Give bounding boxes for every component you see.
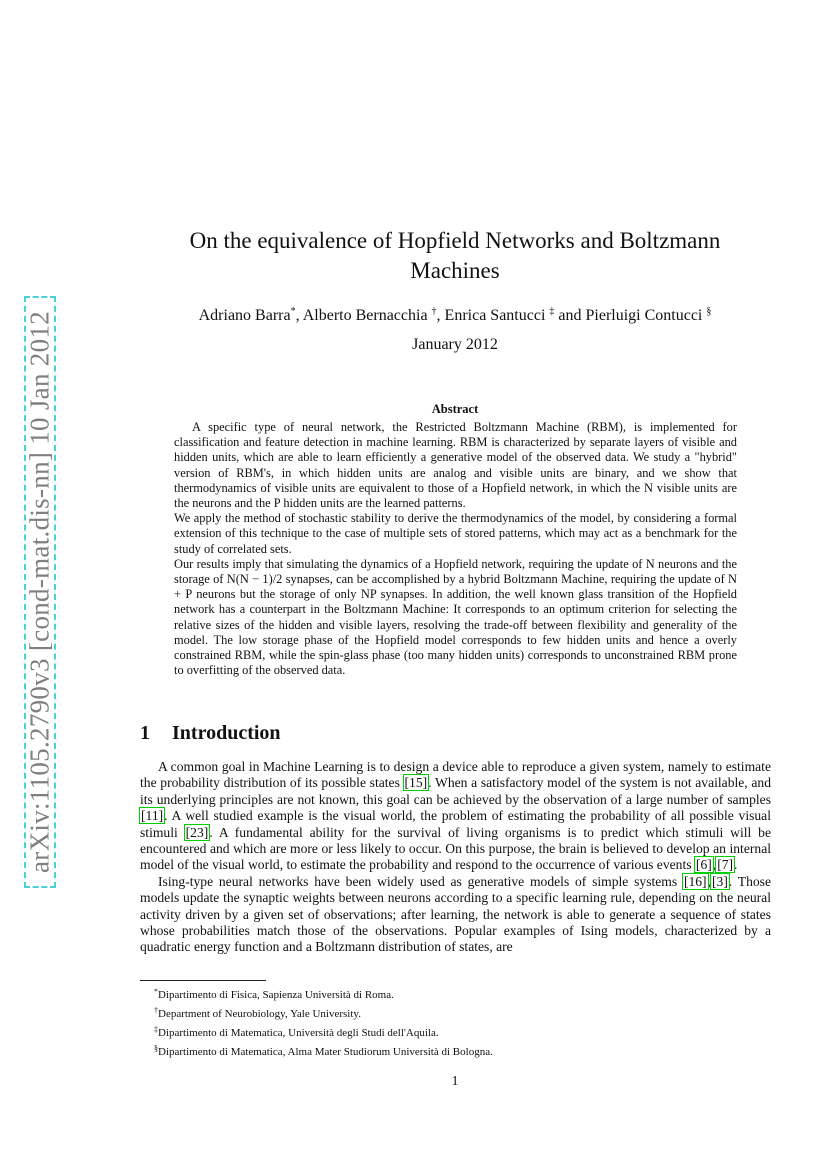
- author-conjunction: and: [558, 307, 582, 324]
- title-line-2: Machines: [410, 258, 500, 283]
- paper-title: [160, 226, 750, 286]
- title-line-1: On the equivalence of Hopfield Networks and Boltzmann: [189, 228, 721, 253]
- footnote-mark: ‡: [154, 1025, 158, 1034]
- author-mark: *: [290, 306, 296, 317]
- publication-date: January 2012: [412, 336, 498, 353]
- citation-link[interactable]: [7]: [717, 857, 734, 873]
- text-run: . When a satisfactory model of the system is not available, and its underlying principles are not known, this goal can be achieved by the observation of a large number of samples: [140, 775, 771, 807]
- citation-link[interactable]: [16]: [683, 873, 707, 889]
- body-paragraph: [140, 874, 771, 956]
- text-run: ,: [707, 873, 711, 889]
- section-title: Introduction: [172, 722, 281, 744]
- author-name: Pierluigi Contucci: [585, 307, 703, 324]
- citation-link[interactable]: [3]: [712, 873, 728, 889]
- author-list: [160, 302, 750, 326]
- text-run: Ising-type neural networks have been widely used as generative models of simple systems: [158, 873, 683, 889]
- abstract-heading: Abstract: [431, 402, 479, 416]
- text-run: . A well studied example is the visual world, the problem of estimating the probability of all possible visual stimuli: [140, 808, 771, 840]
- arxiv-stamp: [24, 296, 56, 888]
- footnote-mark: §: [154, 1044, 158, 1053]
- footnote-mark: †: [154, 1006, 158, 1015]
- author-name: Adriano Barra: [198, 307, 291, 324]
- footnote: [154, 1022, 764, 1041]
- footnote-mark: *: [154, 987, 158, 996]
- author-mark: †: [431, 306, 437, 317]
- abstract-paragraph: Our results imply that simulating the dynamics of a Hopfield network, requiring the update of N neurons and the storage of N(N − 1)/2 synapses, can be accomplished by a hybrid Boltzmann Machine, requiring the update of N + P neurons but the storage of only NP synapses. In addition, the well known glass transition of the Hopfield network has a counterpart in the Boltzmann Machine: It corresponds to an optimum criterion for selecting the relative sizes of the hidden and visible layers, resolving the trade-off between flexibility and generality of the model. The low storage phase of the Hopfield model corresponds to few hidden units and hence a overly constrained RBM, while the spin-glass phase (too many hidden units) corresponds to unconstrained RBM prone to overfitting of the observed data.: [174, 556, 737, 678]
- footnote-text: Dipartimento di Matematica, Università degli Studi dell'Aquila.: [158, 1027, 439, 1039]
- section-number: 1: [140, 722, 150, 744]
- footnote: [154, 1003, 764, 1022]
- text-run: .: [734, 857, 738, 873]
- arxiv-identifier: arXiv:1105.2790v3 [cond-mat.dis-nn] 10 Jan 2012: [24, 310, 55, 874]
- citation-link[interactable]: [6]: [695, 857, 712, 873]
- page-number: 1: [451, 1073, 459, 1088]
- citation-link[interactable]: [23]: [185, 824, 209, 840]
- citation-link[interactable]: [15]: [404, 775, 428, 791]
- author-separator: ,: [295, 307, 300, 324]
- author-name: Enrica Santucci: [444, 307, 546, 324]
- text-run: . Those models update the synaptic weights between neurons according to a specific learning rule, depending on the neural activity driven by a given set of observations; after learning, the network is able to generate a sequence of states whose probabilities match those of the observations. Popular examples of Ising models, characterized by a quadratic energy function and a Boltzmann distribution of states, are: [140, 873, 771, 955]
- footnote: [154, 1041, 764, 1060]
- abstract-paragraph: A specific type of neural network, the Restricted Boltzmann Machine (RBM), is implemented for classification and feature detection in machine learning. RBM is characterized by separate layers of visible and hidden units, which are able to learn efficiently a generative model of the observed data. We study a "hybrid" version of RBM's, in which hidden units are analog and visible units are binary, and we show that thermodynamics of visible units are equivalent to those of a Hopfield network, in which the N visible units are the neurons and the P hidden units are the learned patterns.: [174, 420, 737, 511]
- footnote: [154, 984, 764, 1003]
- abstract-body: [174, 420, 737, 678]
- author-name: Alberto Bernacchia: [302, 307, 428, 324]
- footnote-text: Dipartimento di Matematica, Alma Mater Studiorum Università di Bologna.: [158, 1046, 493, 1058]
- author-mark: §: [706, 306, 712, 317]
- introduction-text: [140, 759, 771, 956]
- footnote-text: Department of Neurobiology, Yale University.: [158, 1008, 361, 1020]
- body-paragraph: [140, 759, 771, 874]
- author-separator: ,: [436, 307, 441, 324]
- section-heading: [140, 722, 281, 745]
- citation-link[interactable]: [11]: [141, 808, 164, 824]
- text-run: ,: [712, 857, 717, 873]
- author-mark: ‡: [549, 306, 555, 317]
- text-run: . A fundamental ability for the survival of living organisms is to predict which stimuli will be encountered and which are more or less likely to occur. On this purpose, the brain is believed to develop an internal model of the visual world, to estimate the probability and respond to the occurrence of various events: [140, 824, 771, 873]
- footnote-text: Dipartimento di Fisica, Sapienza Università di Roma.: [158, 989, 394, 1001]
- text-run: A common goal in Machine Learning is to design a device able to reproduce a given system, namely to estimate the probability distribution of its possible states: [140, 759, 771, 791]
- footnotes: [154, 984, 764, 1060]
- footnote-divider: [140, 980, 266, 981]
- abstract-paragraph: We apply the method of stochastic stability to derive the thermodynamics of the model, by considering a formal extension of this technique to the case of multiple sets of stored patterns, which may act as a benchmark for the study of correlated sets.: [174, 511, 737, 556]
